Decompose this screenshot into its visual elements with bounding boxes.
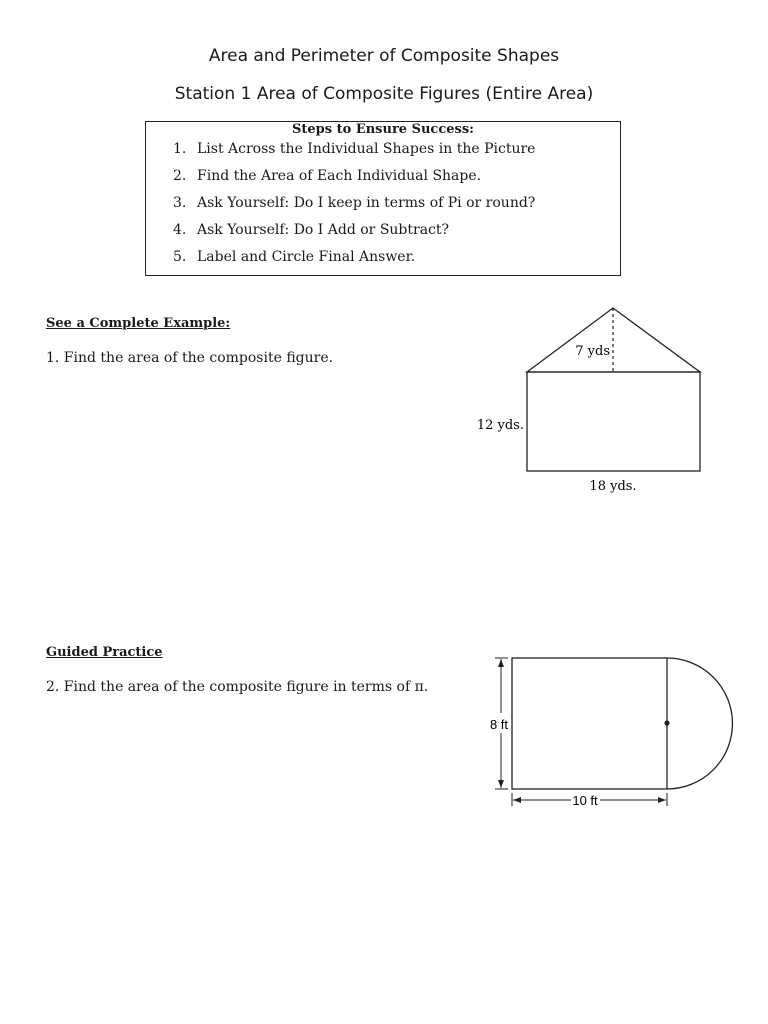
page-title: Area and Perimeter of Composite Shapes	[208, 46, 560, 66]
example-problem: 1. Find the area of the composite figure.	[46, 350, 334, 366]
step-item	[173, 248, 535, 275]
arrow-right-icon	[658, 797, 666, 803]
guided-problem: 2. Find the area of the composite figure in terms of π.	[46, 679, 429, 695]
step-item	[173, 167, 535, 194]
rectangle-shape	[512, 658, 667, 789]
step-text: Label and Circle Final Answer.	[197, 249, 416, 265]
step-number: 5.	[173, 249, 187, 265]
steps-box	[145, 121, 621, 276]
steps-heading: Steps to Ensure Success:	[292, 122, 474, 137]
step-text: Ask Yourself: Do I Add or Subtract?	[197, 222, 450, 238]
step-item	[173, 221, 535, 248]
step-number: 3.	[173, 195, 187, 211]
step-item	[173, 194, 535, 221]
arrow-up-icon	[498, 659, 504, 667]
arrow-left-icon	[513, 797, 521, 803]
step-number: 1.	[173, 141, 187, 157]
example-figure	[470, 300, 740, 500]
step-item	[173, 140, 535, 167]
page-subtitle: Station 1 Area of Composite Figures (Entire Area)	[174, 84, 594, 104]
guided-heading: Guided Practice	[46, 645, 163, 660]
step-text: Ask Yourself: Do I keep in terms of Pi or round?	[197, 195, 536, 211]
rectangle-shape	[527, 372, 700, 471]
steps-list	[173, 140, 535, 275]
step-text: List Across the Individual Shapes in the Picture	[197, 141, 536, 157]
step-number: 4.	[173, 222, 187, 238]
rect-base-label: 18 yds.	[589, 479, 637, 494]
step-number: 2.	[173, 168, 187, 184]
semicircle-center-dot	[664, 720, 669, 725]
width-label: 10 ft	[572, 793, 598, 808]
rect-side-label: 12 yds.	[476, 418, 524, 433]
arrow-down-icon	[498, 780, 504, 788]
step-text: Find the Area of Each Individual Shape.	[197, 168, 482, 184]
semicircle-shape	[667, 658, 732, 789]
height-label: 8 ft	[489, 717, 509, 732]
example-heading: See a Complete Example:	[46, 316, 231, 331]
guided-figure	[470, 645, 750, 820]
triangle-height-label: 7 yds	[575, 344, 610, 359]
